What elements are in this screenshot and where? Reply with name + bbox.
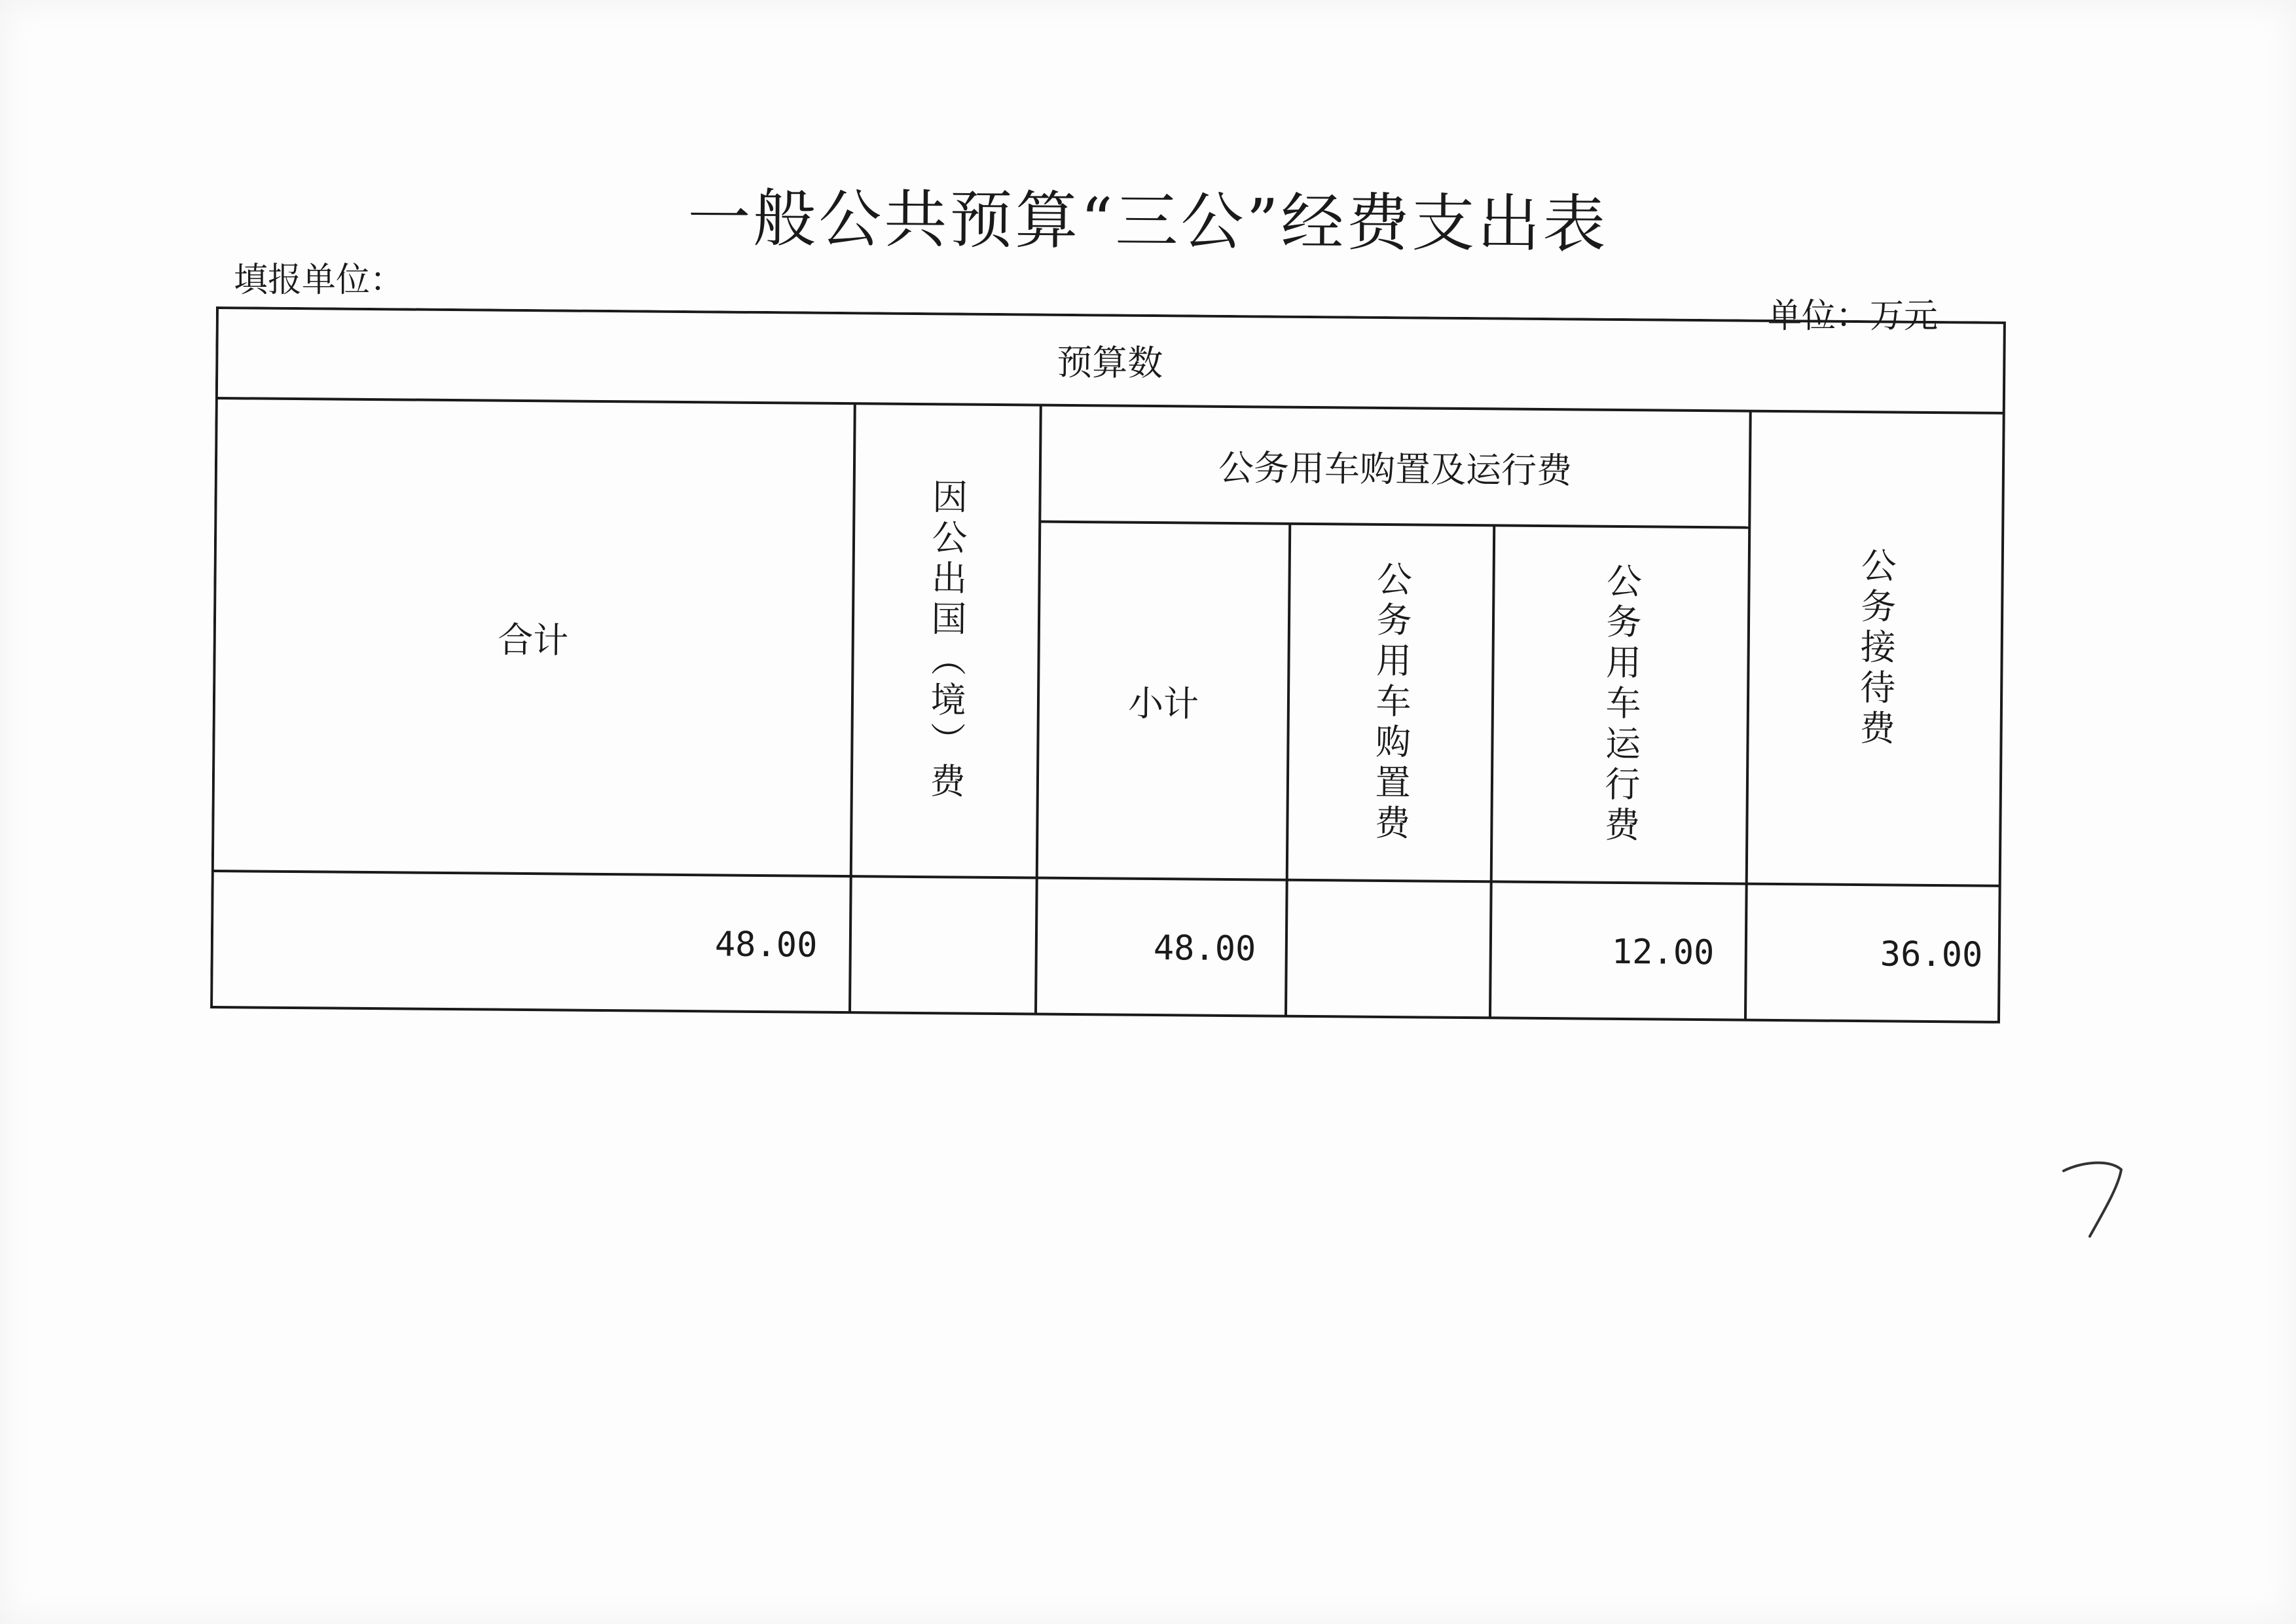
header-budget: 预算数 (1057, 341, 1163, 384)
header-reception-wrap (1747, 411, 2004, 886)
header-vehicle-operation-wrap (1491, 525, 1750, 883)
header-abroad-wrap (851, 403, 1041, 877)
header-vehicle-purchase-wrap (1287, 524, 1495, 882)
expense-table (210, 306, 2010, 1055)
cell-vehicle-operation: 12.00 (1611, 932, 1715, 973)
handwritten-page-mark (2056, 1153, 2134, 1244)
cell-subtotal: 48.00 (1153, 929, 1256, 969)
header-total: 合计 (497, 619, 569, 661)
cell-reception: 36.00 (1880, 934, 1983, 975)
header-vehicle-operation: 公务用车运行费 (1599, 562, 1643, 847)
header-subtotal: 小计 (1127, 682, 1199, 725)
header-reception: 公务接待费 (1853, 546, 1897, 750)
document-title: 一般公共预算“三公”经费支出表 (687, 181, 1609, 261)
filler-unit-label: 填报单位： (234, 261, 405, 300)
header-vehicle-purchase: 公务用车购置费 (1369, 560, 1413, 845)
header-vehicle-group: 公务用车购置及运行费 (1218, 447, 1573, 491)
currency-unit-label: 单位：万元 (1768, 297, 1939, 336)
header-abroad: 因公出国（境）费 (924, 478, 968, 803)
cell-total: 48.00 (714, 925, 818, 965)
